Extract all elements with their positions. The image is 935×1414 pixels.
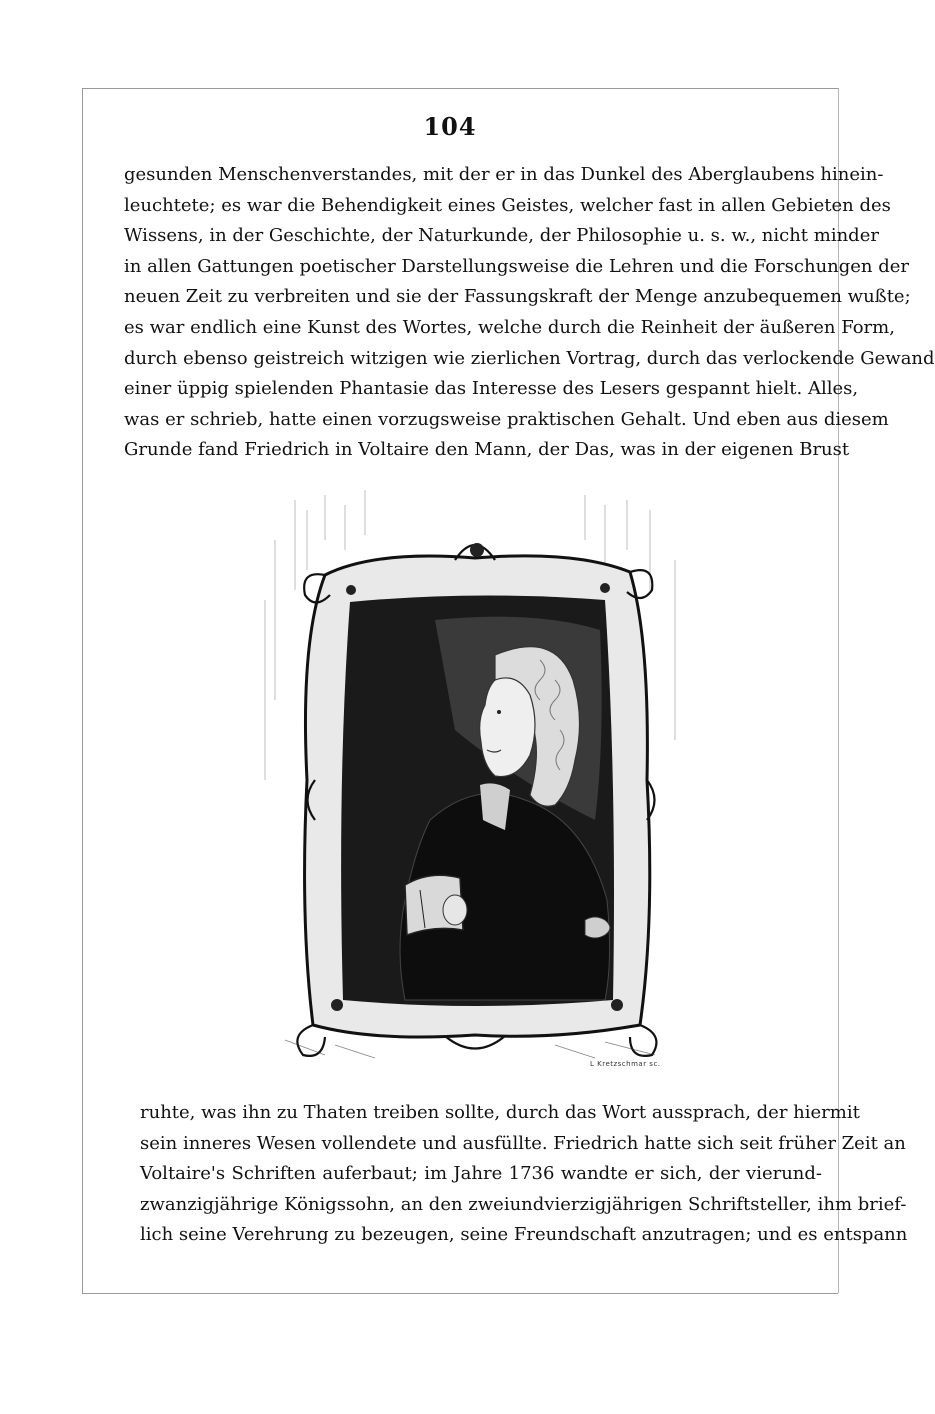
text-line: sein inneres Wesen vollendete und ausfüllte. Friedrich hatte sich seit früher Zeit an (140, 1132, 906, 1154)
page-border-bottom (82, 1293, 838, 1294)
text-line: neuen Zeit zu verbreiten und sie der Fassungskraft der Menge anzubequemen wußte; (124, 286, 911, 308)
text-line: es war endlich eine Kunst des Wortes, welche durch die Reinheit der äußeren Form, (124, 316, 895, 338)
page-border-left (82, 88, 83, 1293)
body-text-top (124, 160, 935, 466)
page-number: 104 (423, 112, 477, 141)
text-line: leuchtete; es war die Behendigkeit eines Geistes, welcher fast in allen Gebieten des (124, 194, 891, 216)
text-line: einer üppig spielenden Phantasie das Interesse des Lesers gespannt hielt. Alles, (124, 378, 859, 400)
page-border-top (82, 88, 838, 89)
text-line: Wissens, in der Geschichte, der Naturkunde, der Philosophie u. s. w., nicht minder (124, 225, 879, 247)
text-line: was er schrieb, hatte einen vorzugsweise praktischen Gehalt. Und eben aus diesem (124, 408, 889, 430)
text-line: Grunde fand Friedrich in Voltaire den Mann, der Das, was in der eigenen Brust (124, 439, 850, 461)
engraver-signature: L Kretzschmar sc. (590, 1060, 661, 1068)
body-text-bottom (140, 1098, 908, 1251)
text-line: gesunden Menschenverstandes, mit der er in das Dunkel des Aberglaubens hinein- (124, 164, 884, 185)
text-line: zwanzigjährige Königssohn, an den zweiundvierzigjährigen Schriftsteller, ihm brief- (140, 1193, 907, 1215)
text-line: lich seine Verehrung zu bezeugen, seine Freundschaft anzutragen; und es entspann (140, 1224, 908, 1246)
text-line: in allen Gattungen poetischer Darstellungsweise die Lehren und die Forschungen der (124, 255, 910, 277)
text-line: ruhte, was ihn zu Thaten treiben sollte, durch das Wort aussprach, der hiermit (140, 1102, 860, 1123)
text-line: durch ebenso geistreich witzigen wie zierlichen Vortrag, durch das verlockende Gewand (124, 347, 935, 369)
portrait-engraving (255, 480, 695, 1070)
text-line: Voltaire's Schriften auferbaut; im Jahre 1736 wandte er sich, der vierund- (140, 1163, 822, 1185)
